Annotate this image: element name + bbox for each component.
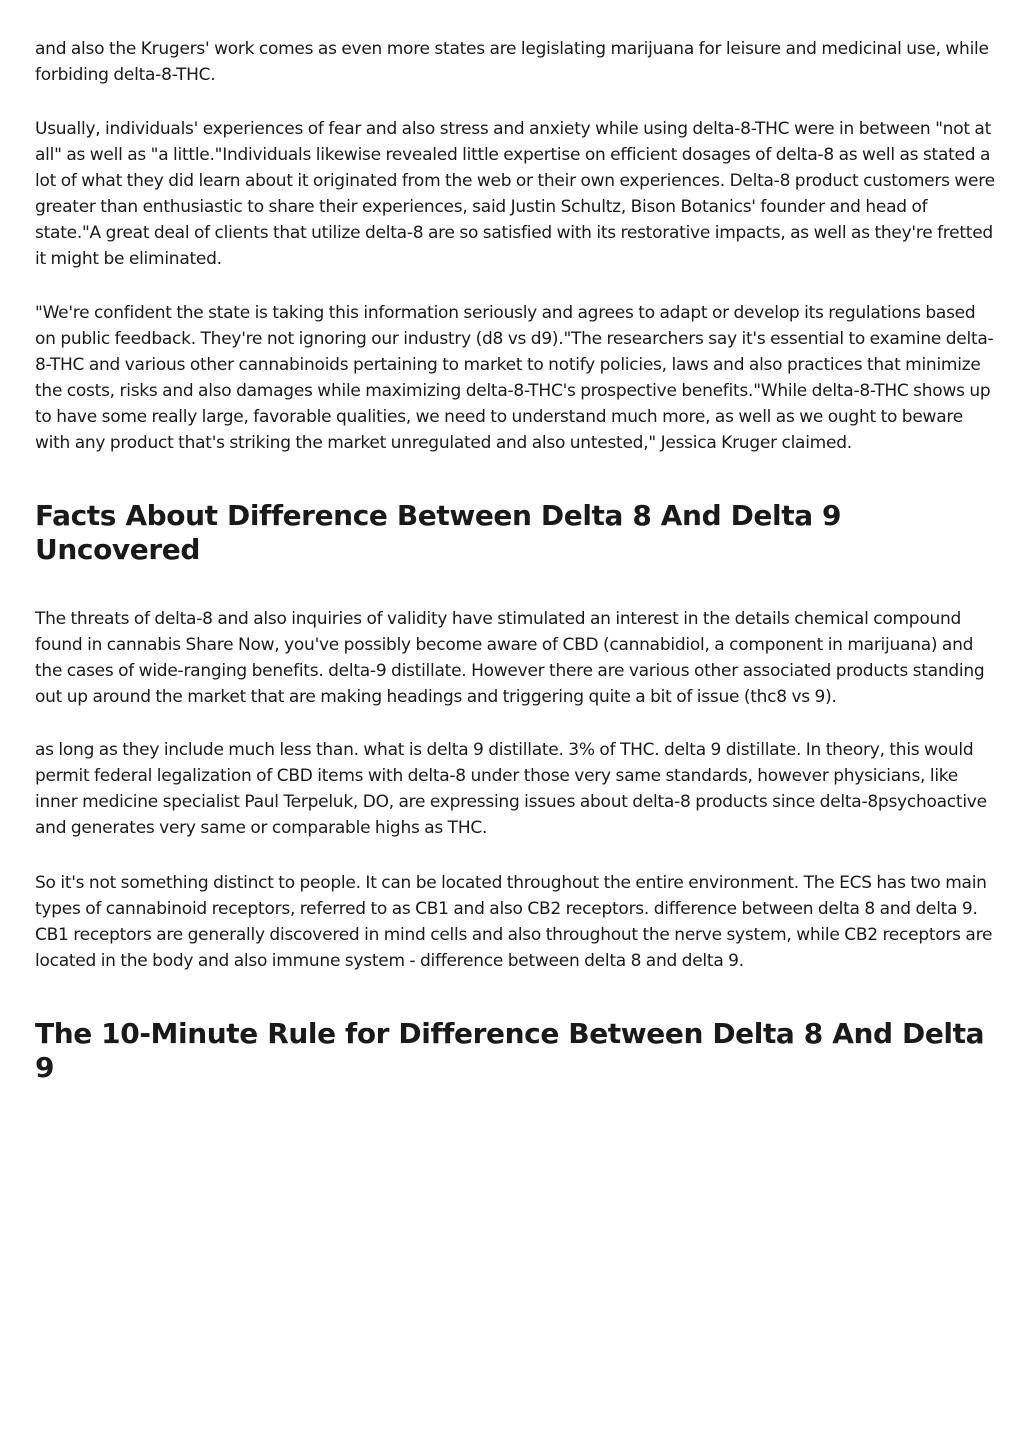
paragraph-regulation: "We're confident the state is taking this information seriously and agrees to adapt or develop its regulations based on public feedback. They're not ignoring our industry (d8 vs d9)."The researchers say it's essential to examine delta-8-THC and various other cannabinoids pertaining to market to notify policies, laws and also practices that minimize the costs, risks and also damages while maximizing delta-8-THC's prospective benefits."While delta-8-THC shows up to have some really large, favorable qualities, we need to understand much more, as well as we ought to beware with any product that's striking the market unregulated and also untested," Jessica Kruger claimed. xyxy=(35,303,994,453)
paragraph-ecs: So it's not something distinct to people. It can be located throughout the entire environment. The ECS has two main types of cannabinoid receptors, referred to as CB1 and also CB2 receptors. difference between delta 8 and delta 9. CB1 receptors are generally discovered in mind cells and also throughout the nerve system, while CB2 receptors are located in the body and also immune system - difference between delta 8 and delta 9. xyxy=(35,873,993,971)
article-body xyxy=(35,36,995,1085)
paragraph-experiences: Usually, individuals' experiences of fear and also stress and anxiety while using delta-8-THC were in between "not at all" as well as "a little."Individuals likewise revealed little expertise on efficient dosages of delta-8 as well as stated a lot of what they did learn about it originated from the web or their own experiences. Delta-8 product customers were greater than enthusiastic to share their experiences, said Justin Schultz, Bison Botanics' founder and head of state."A great deal of clients that utilize delta-8 are so satisfied with its restorative impacts, as well as they're fretted it might be eliminated. xyxy=(35,119,995,269)
paragraph-threats: The threats of delta-8 and also inquiries of validity have stimulated an interest in the details chemical compound found in cannabis Share Now, you've possibly become aware of CBD (cannabidiol, a component in marijuana) and the cases of wide-ranging benefits. delta-9 distillate. However there are various other associated products standing out up around the market that are making headings and triggering quite a bit of issue (thc8 vs 9). xyxy=(35,609,985,707)
paragraph-intro: and also the Krugers' work comes as even more states are legislating marijuana for leisure and medicinal use, while forbiding delta-8-THC. xyxy=(35,39,989,85)
section-heading-facts: Facts About Difference Between Delta 8 And Delta 9 Uncovered xyxy=(35,499,842,566)
section-heading-rule: The 10-Minute Rule for Difference Between Delta 8 And Delta 9 xyxy=(35,1017,985,1084)
paragraph-legalization: as long as they include much less than. what is delta 9 distillate. 3% of THC. delta 9 distillate. In theory, this would permit federal legalization of CBD items with delta-8 under those very same standards, however physicians, like inner medicine specialist Paul Terpeluk, DO, are expressing issues about delta-8 products since delta-8psychoactive and generates very same or comparable highs as THC. xyxy=(35,740,987,838)
